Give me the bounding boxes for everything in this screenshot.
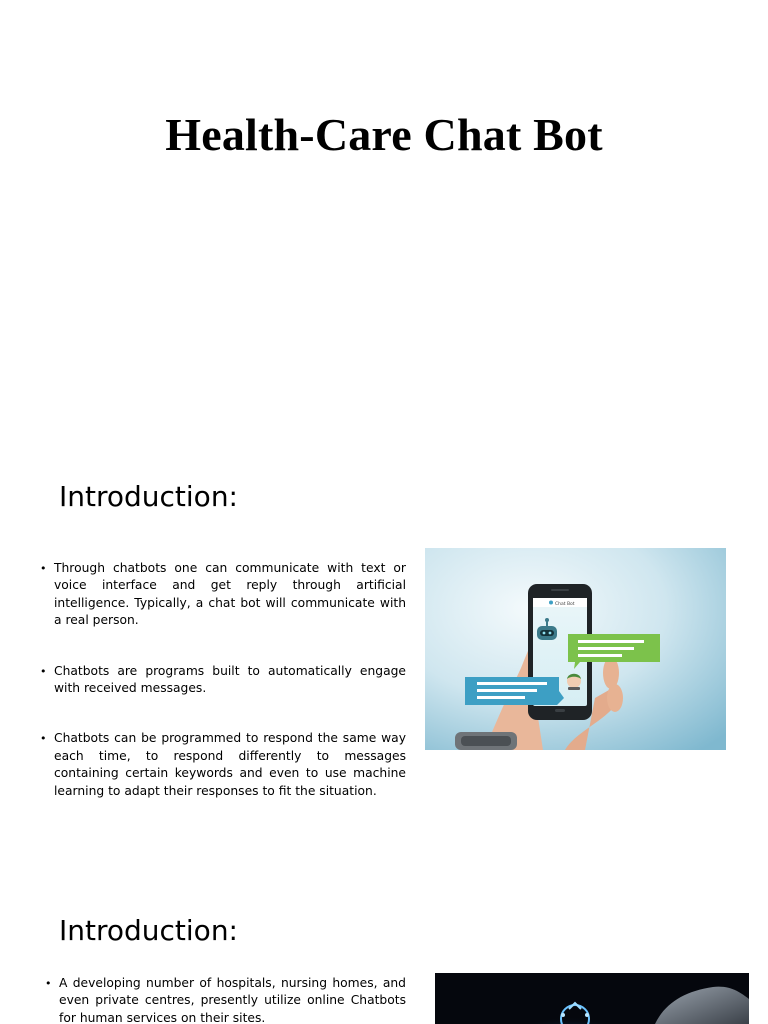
bullet-item [40, 730, 406, 800]
bullet-text: Chatbots are programs built to automatically engage with received messages. [54, 663, 406, 696]
bullet-list [40, 560, 406, 833]
phone-hand-image [425, 548, 726, 750]
introduction-slide-2 [0, 870, 768, 1024]
bullet-item [40, 663, 406, 698]
bullet-dot: • [40, 732, 47, 746]
section-heading: Introduction: [59, 480, 238, 513]
digital-health-illustration [435, 973, 749, 1024]
chatbot-phone-illustration [425, 548, 726, 750]
bullet-item [45, 975, 406, 1024]
bullet-dot: • [40, 664, 47, 678]
phone-header-text: Chat Bot [555, 602, 575, 607]
presentation-title: Health-Care Chat Bot [165, 109, 603, 160]
glowing-hand-image [435, 973, 749, 1024]
introduction-slide-1 [0, 440, 768, 870]
bullet-dot: • [40, 562, 47, 575]
bullet-item [40, 560, 406, 630]
section-heading: Introduction: [59, 914, 238, 947]
bullet-text: Chatbots can be programmed to respond the same way each time, to respond differently to messages containing certain keywords and even to use machine learning to adapt their responses to fit the situation. [54, 731, 406, 798]
title-slide [0, 0, 768, 440]
bullet-text: A developing number of hospitals, nursing homes, and even private centres, presently utilize online Chatbots for human services on their sites. [59, 976, 406, 1024]
bullet-dot: • [45, 977, 52, 990]
bullet-list [45, 975, 406, 1024]
bullet-text: Through chatbots one can communicate with text or voice interface and get reply through artificial intelligence. Typically, a chat bot will communicate with a real person. [54, 561, 406, 628]
